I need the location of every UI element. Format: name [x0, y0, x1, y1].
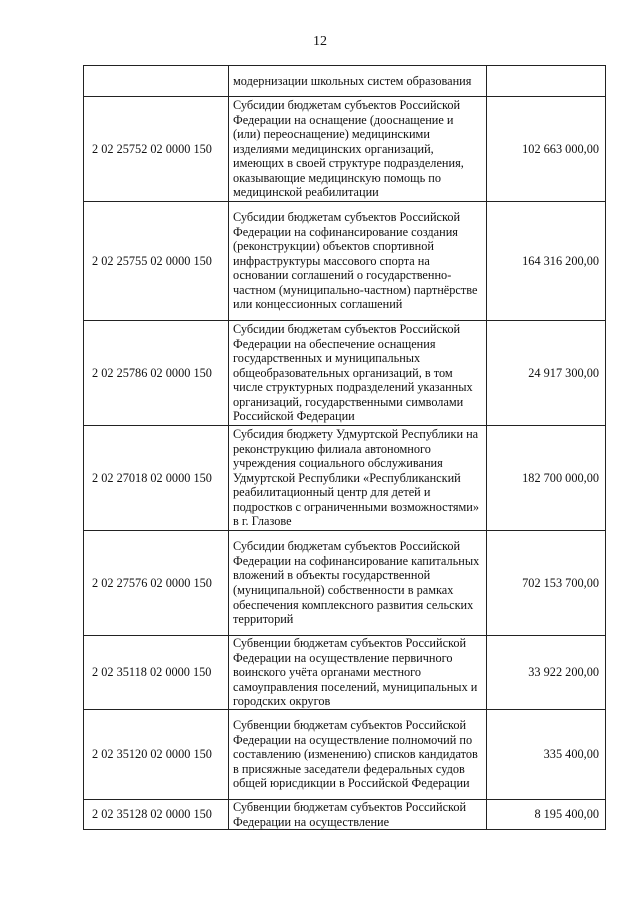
revenue-amount-cell: 8 195 400,00	[487, 800, 606, 830]
page-number: 12	[313, 34, 327, 49]
revenue-amount-cell: 24 917 300,00	[487, 321, 606, 426]
table-row	[84, 321, 606, 426]
revenue-description-cell: Субвенции бюджетам субъектов Российской Федерации на осуществление первичного воинского учёта органами местного самоуправления поселений, муниципальных и городских округов	[229, 636, 487, 710]
revenue-code-cell	[84, 66, 229, 97]
table-row	[84, 800, 606, 830]
revenue-description-cell: Субсидии бюджетам субъектов Российской Федерации на софинансирование создания (реконструкции) объектов спортивной инфраструктуры массового спорта на основании соглашений о государственно-частном (муниципально-частном) партнёрстве или концессионных соглашений	[229, 202, 487, 321]
revenue-code-cell: 2 02 35120 02 0000 150	[84, 710, 229, 800]
revenue-code-cell: 2 02 25786 02 0000 150	[84, 321, 229, 426]
table-row	[84, 636, 606, 710]
revenue-description-cell: Субвенции бюджетам субъектов Российской Федерации на осуществление полномочий по составлению (изменению) списков кандидатов в присяжные заседатели федеральных судов общей юрисдикции в Российской Федерации	[229, 710, 487, 800]
revenue-amount-cell: 33 922 200,00	[487, 636, 606, 710]
table-row	[84, 66, 606, 97]
table-row	[84, 710, 606, 800]
revenue-code-cell: 2 02 27576 02 0000 150	[84, 531, 229, 636]
revenue-code-cell: 2 02 35128 02 0000 150	[84, 800, 229, 830]
revenue-description-cell: Субвенции бюджетам субъектов Российской Федерации на осуществление	[229, 800, 487, 830]
revenue-description-cell: модернизации школьных систем образования	[229, 66, 487, 97]
budget-revenue-table	[83, 65, 606, 830]
revenue-amount-cell: 164 316 200,00	[487, 202, 606, 321]
revenue-description-cell: Субсидии бюджетам субъектов Российской Федерации на софинансирование капитальных вложений в объекты государственной (муниципальной) собственности в рамках обеспечения комплексного развития сельских территорий	[229, 531, 487, 636]
revenue-amount-cell: 335 400,00	[487, 710, 606, 800]
revenue-code-cell: 2 02 27018 02 0000 150	[84, 426, 229, 531]
revenue-description-cell: Субсидии бюджетам субъектов Российской Федерации на обеспечение оснащения государственных и муниципальных общеобразовательных организаций, в том числе структурных подразделений указанных организаций, государственными символами Российской Федерации	[229, 321, 487, 426]
table-row	[84, 426, 606, 531]
revenue-amount-cell: 702 153 700,00	[487, 531, 606, 636]
revenue-amount-cell: 182 700 000,00	[487, 426, 606, 531]
revenue-code-cell: 2 02 25755 02 0000 150	[84, 202, 229, 321]
revenue-code-cell: 2 02 35118 02 0000 150	[84, 636, 229, 710]
revenue-amount-cell	[487, 66, 606, 97]
revenue-amount-cell: 102 663 000,00	[487, 97, 606, 202]
revenue-description-cell: Субсидии бюджетам субъектов Российской Федерации на оснащение (дооснащение и (или) переоснащение) медицинскими изделиями медицинских организаций, имеющих в своей структуре подразделения, оказывающие медицинскую помощь по медицинской реабилитации	[229, 97, 487, 202]
revenue-description-cell: Субсидия бюджету Удмуртской Республики на реконструкцию филиала автономного учреждения социального обслуживания Удмуртской Республики «Республиканский реабилитационный центр для детей и подростков с ограниченными возможностями» в г. Глазове	[229, 426, 487, 531]
table-row	[84, 97, 606, 202]
table-row	[84, 531, 606, 636]
table-row	[84, 202, 606, 321]
revenue-code-cell: 2 02 25752 02 0000 150	[84, 97, 229, 202]
